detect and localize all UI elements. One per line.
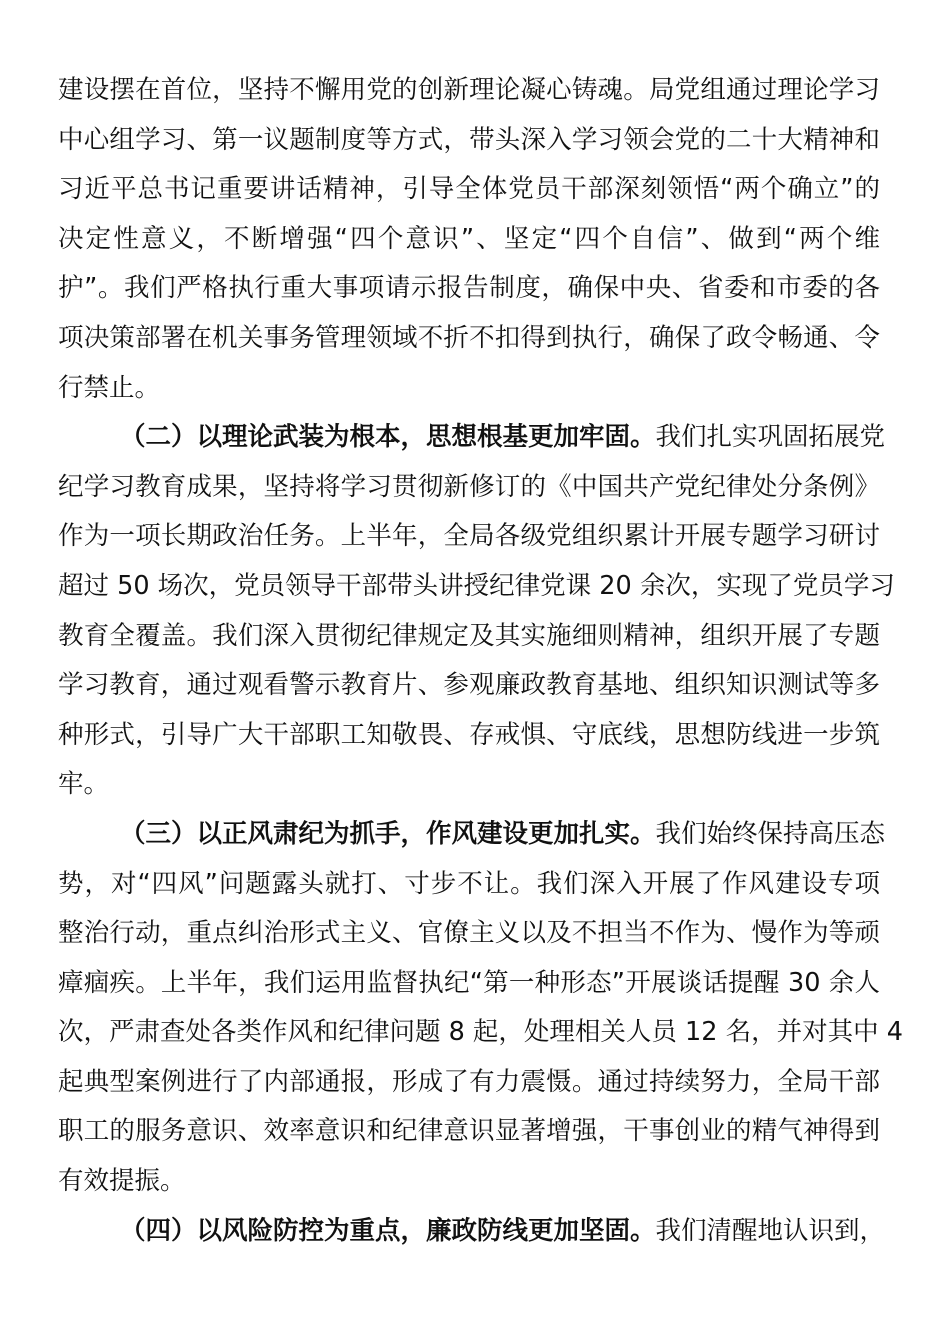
- text-line: 超过 50 场次，党员领导干部带头讲授纪律党课 20 余次，实现了党员学习: [58, 570, 895, 601]
- heading-continuation: 我们清醒地认识到，: [655, 1215, 886, 1246]
- text-line: 决定性意义，不断增强“四个意识”、坚定“四个自信”、做到“两个维: [58, 223, 880, 254]
- text-line: 习近平总书记重要讲话精神，引导全体党员干部深刻领悟“两个确立”的: [58, 174, 880, 205]
- text-line: 种形式，引导广大干部职工知敬畏、存戒惧、守底线，思想防线进一步筑: [58, 719, 880, 750]
- paragraph-1: [58, 66, 880, 413]
- text-line: 建设摆在首位，坚持不懈用党的创新理论凝心铸魂。局党组通过理论学习: [58, 75, 880, 105]
- text-line: 起典型案例进行了内部通报，形成了有力震慑。通过持续努力，全局干部: [58, 1066, 880, 1097]
- text-line: 整治行动，重点纠治形式主义、官僚主义以及不担当不作为、慢作为等顽: [58, 918, 880, 949]
- heading-continuation: 我们始终保持高压态: [655, 818, 886, 849]
- text-line: 次，严肃查处各类作风和纪律问题 8 起，处理相关人员 12 名，并对其中 4: [58, 1017, 903, 1048]
- paragraph-4: [58, 1207, 886, 1257]
- text-line: 教育全覆盖。我们深入贯彻纪律规定及其实施细则精神，组织开展了专题: [58, 620, 880, 651]
- text-line: 项决策部署在机关事务管理领域不折不扣得到执行，确保了政令畅通、令: [58, 322, 880, 353]
- text-line: 职工的服务意识、效率意识和纪律意识显著增强，干事创业的精气神得到: [58, 1116, 880, 1147]
- text-line: 瘴痼疾。上半年，我们运用监督执纪“第一种形态”开展谈话提醒 30 余人: [58, 967, 880, 998]
- text-line: 势，对“四风”问题露头就打、寸步不让。我们深入开展了作风建设专项: [58, 868, 880, 899]
- paragraph-first-line: [58, 413, 886, 463]
- paragraph-first-line: [58, 1207, 886, 1257]
- section-heading: （二）以理论武装为根本，思想根基更加牢固。: [120, 422, 656, 453]
- paragraph-3: [58, 810, 903, 1207]
- text-line: 行禁止。: [58, 372, 161, 403]
- text-line: 纪学习教育成果，坚持将学习贯彻新修订的《中国共产党纪律处分条例》: [58, 471, 880, 502]
- section-heading: （四）以风险防控为重点，廉政防线更加坚固。: [120, 1215, 656, 1246]
- text-line: 有效提振。: [58, 1166, 186, 1197]
- text-line: 牢。: [58, 769, 110, 800]
- text-line: 作为一项长期政治任务。上半年，全局各级党组织累计开展专题学习研讨: [58, 521, 880, 552]
- section-heading: （三）以正风肃纪为抓手，作风建设更加扎实。: [120, 818, 656, 849]
- document-page: [58, 66, 903, 1256]
- paragraph-first-line: [58, 810, 886, 860]
- text-line: 学习教育，通过观看警示教育片、参观廉政教育基地、组织知识测试等多: [58, 670, 880, 701]
- text-line: 护”。我们严格执行重大事项请示报告制度，确保中央、省委和市委的各: [58, 273, 880, 304]
- text-line: 中心组学习、第一议题制度等方式，带头深入学习领会党的二十大精神和: [58, 124, 880, 155]
- heading-continuation: 我们扎实巩固拓展党: [655, 422, 886, 453]
- paragraph-2: [58, 413, 895, 810]
